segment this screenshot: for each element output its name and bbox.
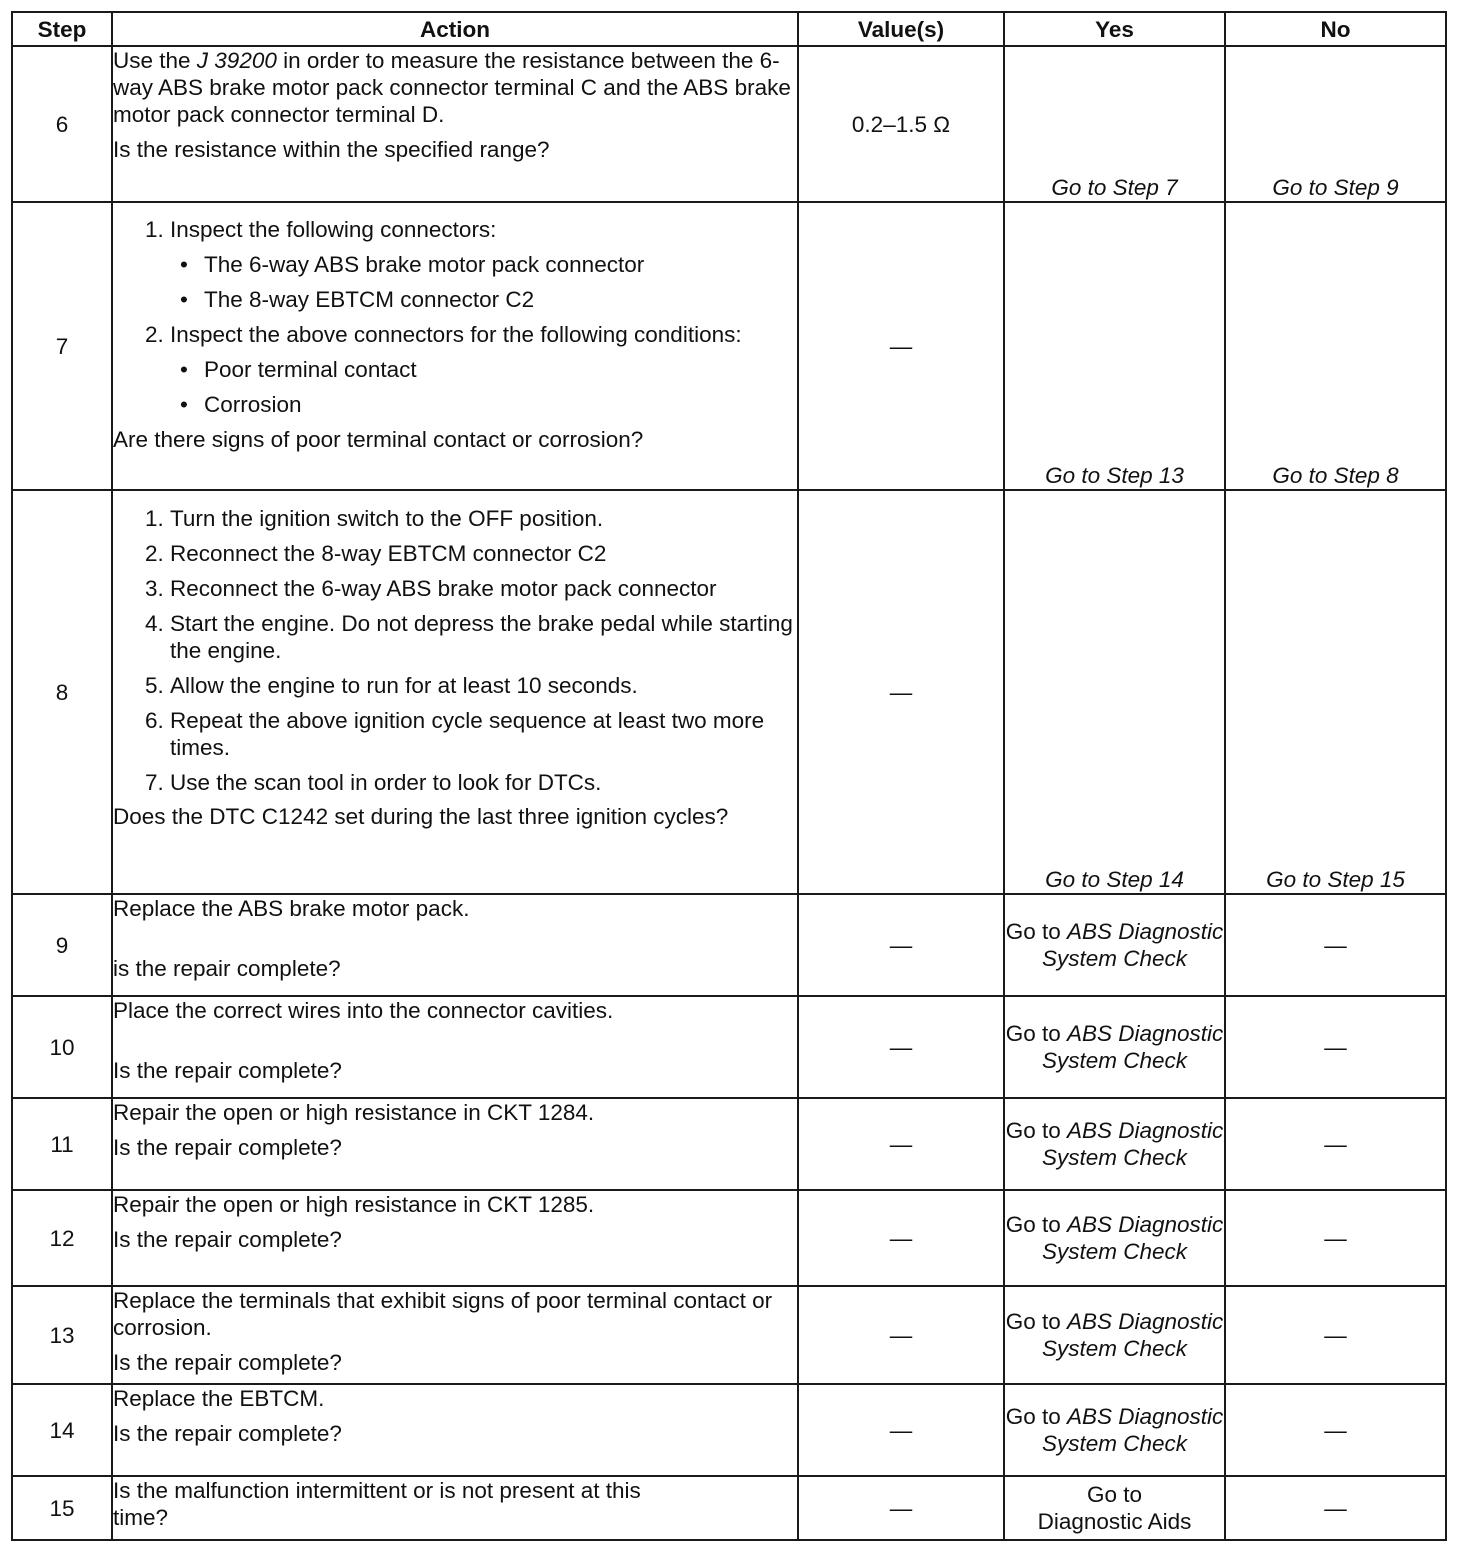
yes-cell (1004, 1286, 1225, 1384)
action-question: is the repair complete? (113, 956, 341, 981)
action-cell (112, 996, 798, 1098)
bullet-list (170, 356, 797, 418)
step-number: 15 (12, 1476, 112, 1540)
goto-reference: ABS Diagnostic System Check (1041, 1118, 1224, 1170)
action-text: Replace the EBTCM. (113, 1386, 325, 1411)
header-action: Action (112, 12, 798, 46)
procedure-list (113, 216, 797, 418)
action-question: Is the repair complete? (113, 1135, 342, 1160)
yes-cell (1004, 1384, 1225, 1476)
action-cell (112, 1384, 798, 1476)
action-text: Repair the open or high resistance in CKT 1284. (113, 1100, 595, 1125)
yes-cell (1004, 996, 1225, 1098)
action-cell (112, 894, 798, 996)
header-step: Step (12, 12, 112, 46)
value-cell: — (798, 894, 1004, 996)
goto-reference: ABS Diagnostic System Check (1041, 919, 1224, 971)
action-question: Are there signs of poor terminal contact or corrosion? (113, 427, 644, 452)
action-text: Place the correct wires into the connector cavities. (113, 998, 614, 1023)
bullet-item (180, 251, 797, 278)
header-row (12, 12, 1446, 46)
table-row-step-12 (12, 1190, 1446, 1286)
action-question: Is the repair complete? (113, 1058, 342, 1083)
no-cell: — (1225, 1286, 1446, 1384)
no-cell: — (1225, 1384, 1446, 1476)
procedure-item: 4. Start the engine. Do not depress the brake pedal while starting the engine. (170, 610, 797, 664)
value-cell: — (798, 1384, 1004, 1476)
value-cell: — (798, 202, 1004, 490)
action-text: Replace the ABS brake motor pack. (113, 896, 470, 921)
table-row-step-8 (12, 490, 1446, 894)
step-number: 11 (12, 1098, 112, 1190)
bullet-icon: • (180, 392, 188, 417)
no-cell: — (1225, 1190, 1446, 1286)
goto-text: Go to (1005, 919, 1067, 944)
action-question: Is the repair complete? (113, 1421, 342, 1446)
step-number: 9 (12, 894, 112, 996)
action-cell (112, 1098, 798, 1190)
bullet-item-text: The 8-way EBTCM connector C2 (204, 287, 535, 312)
no-cell: — (1225, 894, 1446, 996)
step-number: 12 (12, 1190, 112, 1286)
step-number: 14 (12, 1384, 112, 1476)
step-number: 13 (12, 1286, 112, 1384)
action-text-part: in order to measure the resistance between the 6-way ABS brake motor pack connector terminal C and the ABS brake motor pack connector terminal D. (113, 48, 791, 127)
goto-text: Go to (1005, 1404, 1067, 1429)
bullet-item (180, 391, 797, 418)
no-cell: Go to Step 8 (1225, 202, 1446, 490)
table-row-step-15 (12, 1476, 1446, 1540)
yes-cell (1004, 1190, 1225, 1286)
value-cell: — (798, 490, 1004, 894)
procedure-item: 1. Turn the ignition switch to the OFF position. (170, 505, 797, 532)
action-question: Is the repair complete? (113, 1227, 342, 1252)
table-row-step-14 (12, 1384, 1446, 1476)
action-question: Is the resistance within the specified range? (113, 137, 550, 162)
bullet-item-text: The 6-way ABS brake motor pack connector (204, 252, 645, 277)
bullet-icon: • (180, 357, 188, 382)
header-yes: Yes (1004, 12, 1225, 46)
bullet-list (170, 251, 797, 313)
procedure-item-text: Inspect the following connectors: (170, 217, 497, 242)
header-values: Value(s) (798, 12, 1004, 46)
action-question: Does the DTC C1242 set during the last three ignition cycles? (113, 804, 729, 829)
table-row-step-13 (12, 1286, 1446, 1384)
value-cell: — (798, 1286, 1004, 1384)
procedure-list (113, 505, 797, 796)
goto-text: Go to (1005, 1212, 1067, 1237)
goto-text: Go to (1005, 1021, 1067, 1046)
bullet-icon: • (180, 287, 188, 312)
table-row-step-6 (12, 46, 1446, 202)
action-text: Repair the open or high resistance in CKT 1285. (113, 1192, 595, 1217)
goto-text: Go to (1005, 1309, 1067, 1334)
procedure-item-text: Inspect the above connectors for the following conditions: (170, 322, 742, 347)
value-cell: — (798, 1476, 1004, 1540)
procedure-item (170, 321, 797, 418)
bullet-item (180, 356, 797, 383)
action-cell (112, 1286, 798, 1384)
header-no: No (1225, 12, 1446, 46)
goto-reference: ABS Diagnostic System Check (1041, 1404, 1224, 1456)
action-cell (112, 46, 798, 202)
action-cell (112, 1190, 798, 1286)
action-cell (112, 202, 798, 490)
no-cell: Go to Step 15 (1225, 490, 1446, 894)
yes-cell: Go to Step 13 (1004, 202, 1225, 490)
value-cell: — (798, 996, 1004, 1098)
yes-cell: Go to Step 14 (1004, 490, 1225, 894)
action-cell (112, 490, 798, 894)
table-row-step-9 (12, 894, 1446, 996)
no-cell: — (1225, 1098, 1446, 1190)
bullet-item-text: Corrosion (204, 392, 302, 417)
procedure-item: 3. Reconnect the 6-way ABS brake motor pack connector (170, 575, 797, 602)
bullet-item (180, 286, 797, 313)
diagnostic-table (11, 11, 1447, 1541)
yes-cell (1004, 894, 1225, 996)
no-cell: — (1225, 1476, 1446, 1540)
no-cell: — (1225, 996, 1446, 1098)
bullet-item-text: Poor terminal contact (204, 357, 417, 382)
procedure-item: 5. Allow the engine to run for at least 10 seconds. (170, 672, 797, 699)
value-cell: — (798, 1190, 1004, 1286)
goto-reference: ABS Diagnostic System Check (1041, 1021, 1224, 1073)
action-question: Is the repair complete? (113, 1350, 342, 1375)
step-number: 6 (12, 46, 112, 202)
yes-cell (1004, 1098, 1225, 1190)
table-row-step-11 (12, 1098, 1446, 1190)
step-number: 10 (12, 996, 112, 1098)
value-cell: 0.2–1.5 Ω (798, 46, 1004, 202)
procedure-item: 7. Use the scan tool in order to look for DTCs. (170, 769, 797, 796)
procedure-item: 2. Reconnect the 8-way EBTCM connector C2 (170, 540, 797, 567)
goto-reference: ABS Diagnostic System Check (1041, 1309, 1224, 1361)
procedure-item (170, 216, 797, 313)
value-cell: — (798, 1098, 1004, 1190)
table-row-step-7 (12, 202, 1446, 490)
goto-reference: ABS Diagnostic System Check (1041, 1212, 1224, 1264)
goto-text: Go to (1005, 1118, 1067, 1143)
step-number: 7 (12, 202, 112, 490)
table-row-step-10 (12, 996, 1446, 1098)
tool-reference: J 39200 (196, 48, 277, 73)
bullet-icon: • (180, 252, 188, 277)
action-text-part: Use the (113, 48, 197, 73)
yes-cell: Go to Step 7 (1004, 46, 1225, 202)
step-number: 8 (12, 490, 112, 894)
action-question: Is the malfunction intermittent or is not present at this time? (113, 1478, 641, 1530)
action-cell (112, 1476, 798, 1540)
yes-cell: Go to Diagnostic Aids (1004, 1476, 1225, 1540)
procedure-item: 6. Repeat the above ignition cycle sequence at least two more times. (170, 707, 797, 761)
action-text: Replace the terminals that exhibit signs of poor terminal contact or corrosion. (113, 1288, 773, 1340)
action-text (113, 47, 797, 128)
no-cell: Go to Step 9 (1225, 46, 1446, 202)
